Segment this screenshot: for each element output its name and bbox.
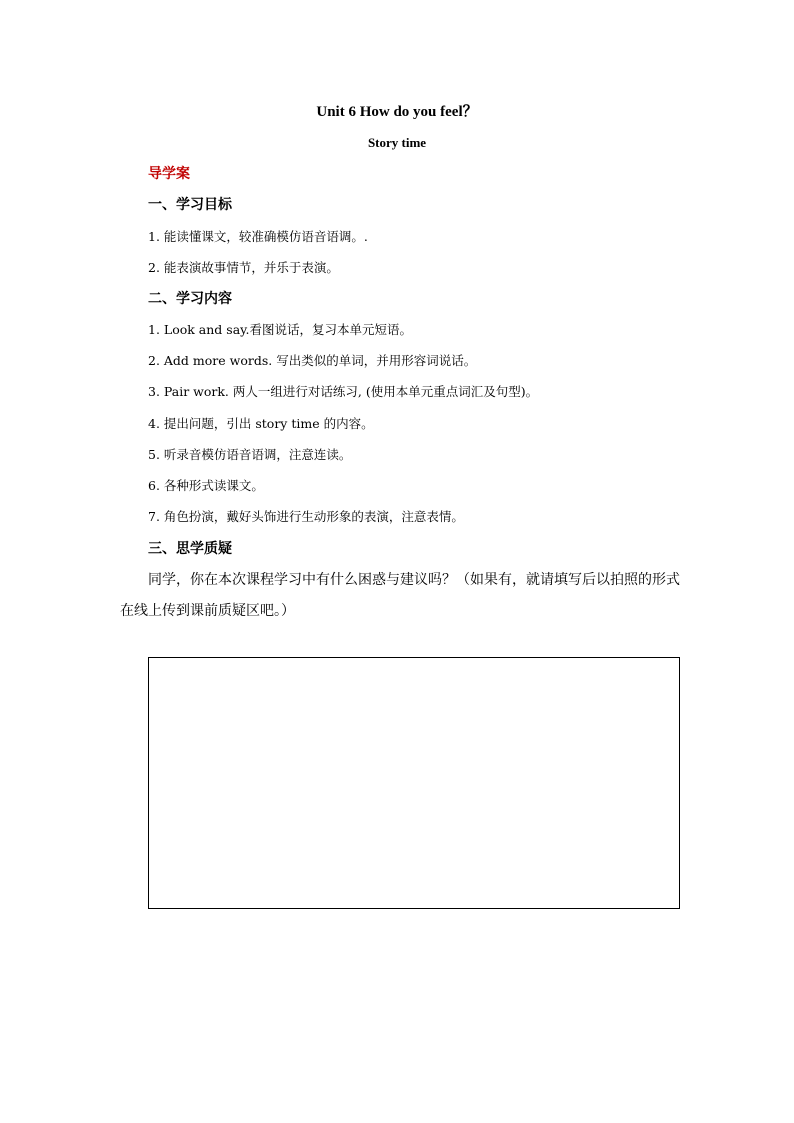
document-subtitle: Story time: [367, 135, 427, 150]
content-item: 4. 提出问题，引出 story time 的内容。: [148, 416, 374, 431]
section-heading-goals: 一、学习目标: [148, 197, 232, 213]
content-item: 1. Look and say.看图说话，复习本单元短语。: [148, 322, 413, 337]
content-item: 5. 听录音模仿语音语调，注意连读。: [148, 447, 352, 462]
content-item: 7. 角色扮演，戴好头饰进行生动形象的表演，注意表情。: [148, 509, 464, 524]
section-heading-questions: 三、思学质疑: [148, 541, 232, 557]
goal-item: 2. 能表演故事情节，并乐于表演。: [148, 260, 339, 275]
questions-paragraph-line2: 在线上传到课前质疑区吧。）: [120, 603, 295, 619]
content-item: 2. Add more words. 写出类似的单词，并用形容词说话。: [148, 353, 477, 368]
section-heading-content: 二、学习内容: [148, 291, 232, 307]
guide-label: 导学案: [148, 166, 190, 182]
goal-item: 1. 能读懂课文，较准确模仿语音语调。.: [148, 229, 368, 244]
content-item: 3. Pair work. 两人一组进行对话练习, (使用本单元重点词汇及句型)。: [148, 384, 539, 399]
document-title: Unit 6 How do you feel？: [316, 104, 478, 120]
questions-paragraph-line1: 同学，你在本次课程学习中有什么困惑与建议吗？（如果有，就请填写后以拍照的形式: [148, 572, 680, 588]
content-item: 6. 各种形式读课文。: [148, 478, 264, 493]
answer-box[interactable]: [148, 657, 680, 909]
